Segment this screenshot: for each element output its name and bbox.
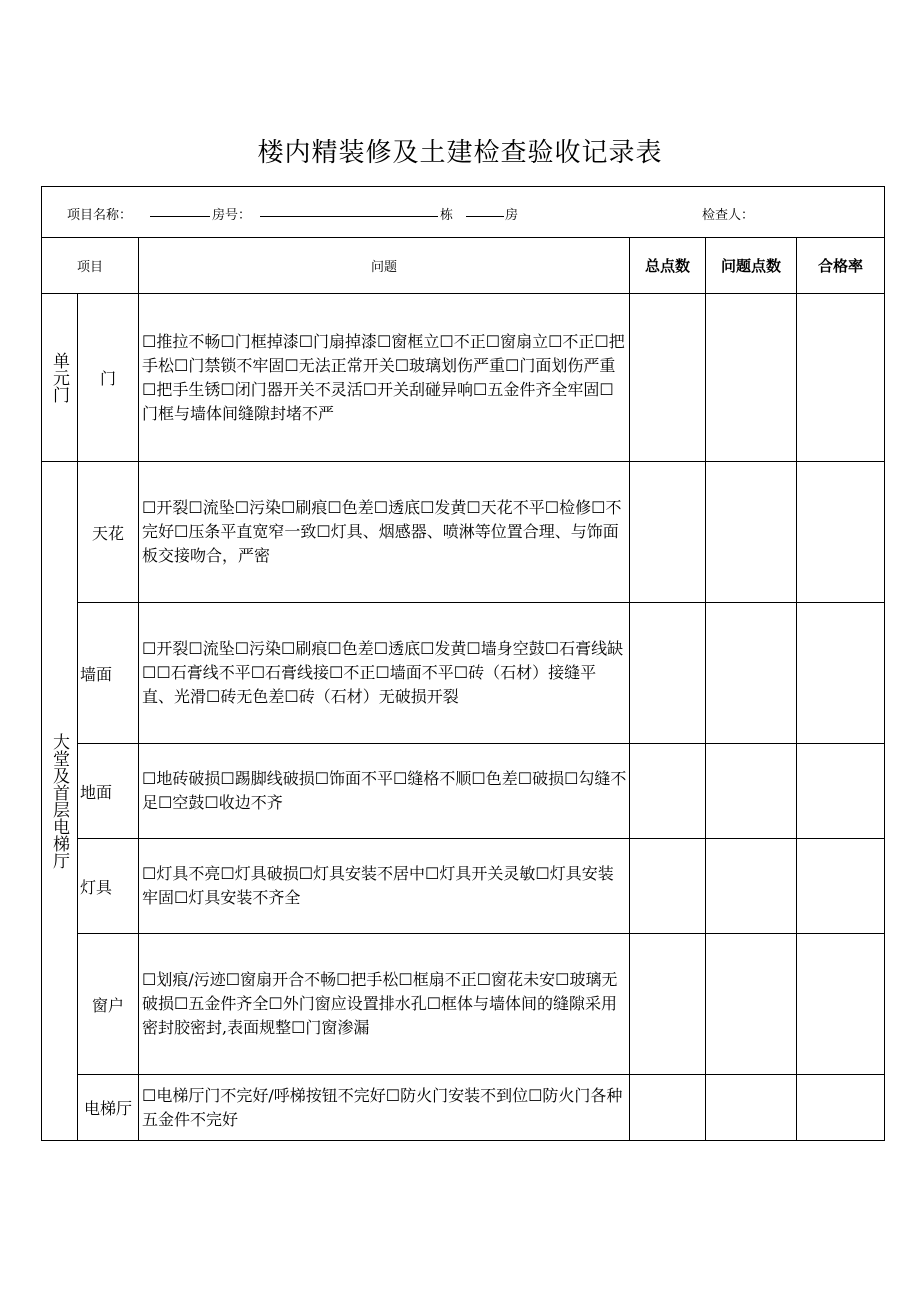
issues-cell: ☐电梯厅门不完好/呼梯按钮不完好☐防火门安装不到位☐防火门各种五金件不完好 (139, 1075, 630, 1141)
issue-points-cell[interactable] (706, 744, 797, 839)
pass-rate-cell[interactable] (797, 462, 885, 603)
issue-points-cell[interactable] (706, 294, 797, 462)
project-name-field[interactable] (150, 204, 210, 221)
header-row (42, 238, 885, 294)
building-label: 栋 (440, 208, 454, 223)
table-row (42, 603, 885, 744)
project-name-label: 项目名称： (67, 208, 133, 223)
total-points-cell[interactable] (630, 839, 706, 934)
issue-points-cell[interactable] (706, 603, 797, 744)
inspection-table (41, 186, 885, 1141)
page-title: 楼内精装修及土建检查验收记录表 (257, 138, 663, 168)
category-cell: 地面 (78, 744, 139, 839)
table-row (42, 462, 885, 603)
category-cell: 灯具 (78, 839, 139, 934)
category-cell: 墙面 (78, 603, 139, 744)
header-pass-rate: 合格率 (797, 238, 885, 294)
header-issue-points: 问题点数 (706, 238, 797, 294)
building-field[interactable] (466, 204, 504, 221)
inspector-label: 检查人： (702, 208, 755, 223)
total-points-cell[interactable] (630, 744, 706, 839)
room-no-label: 房号： (212, 208, 252, 223)
issues-cell: ☐灯具不亮☐灯具破损☐灯具安装不居中☐灯具开关灵敏☐灯具安装牢固☐灯具安装不齐全 (139, 839, 630, 934)
header-item: 项目 (42, 238, 139, 294)
header-issue: 问题 (139, 238, 630, 294)
table-row (42, 744, 885, 839)
table-row (42, 294, 885, 462)
category-cell: 窗户 (78, 934, 139, 1075)
pass-rate-cell[interactable] (797, 934, 885, 1075)
issue-points-cell[interactable] (706, 934, 797, 1075)
total-points-cell[interactable] (630, 603, 706, 744)
issue-points-cell[interactable] (706, 462, 797, 603)
table-row (42, 839, 885, 934)
total-points-cell[interactable] (630, 462, 706, 603)
section-label: 单元门 (42, 294, 78, 462)
pass-rate-cell[interactable] (797, 294, 885, 462)
section-label: 大堂及首层电梯厅 (42, 462, 78, 1141)
issues-cell: ☐开裂☐流坠☐污染☐刷痕☐色差☐透底☐发黄☐天花不平☐检修☐不完好☐压条平直宽窄一致☐灯具、烟感器、喷淋等位置合理、与饰面板交接吻合，严密 (139, 462, 630, 603)
total-points-cell[interactable] (630, 294, 706, 462)
header-total-points: 总点数 (630, 238, 706, 294)
issues-cell: ☐划痕/污迹☐窗扇开合不畅☐把手松☐框扇不正☐窗花未安☐玻璃无破损☐五金件齐全☐外门窗应设置排水孔☐框体与墙体间的缝隙采用密封胶密封,表面规整☐门窗渗漏 (139, 934, 630, 1075)
issues-cell: ☐地砖破损☐踢脚线破损☐饰面不平☐缝格不顺☐色差☐破损☐勾缝不足☐空鼓☐收边不齐 (139, 744, 630, 839)
pass-rate-cell[interactable] (797, 744, 885, 839)
table-row (42, 934, 885, 1075)
pass-rate-cell[interactable] (797, 603, 885, 744)
room-suffix-label: 房 (505, 208, 519, 223)
table-row (42, 1075, 885, 1141)
room-no-field[interactable] (260, 204, 438, 221)
issue-points-cell[interactable] (706, 1075, 797, 1141)
issues-cell: ☐开裂☐流坠☐污染☐刷痕☐色差☐透底☐发黄☐墙身空鼓☐石膏线缺☐☐石膏线不平☐石膏线接☐不正☐墙面不平☐砖（石材）接缝平直、光滑☐砖无色差☐砖（石材）无破损开裂 (139, 603, 630, 744)
total-points-cell[interactable] (630, 934, 706, 1075)
info-row (42, 187, 885, 238)
issues-cell: ☐推拉不畅☐门框掉漆☐门扇掉漆☐窗框立☐不正☐窗扇立☐不正☐把手松☐门禁锁不牢固☐无法正常开关☐玻璃划伤严重☐门面划伤严重☐把手生锈☐闭门器开关不灵活☐开关刮碰异响☐五金件齐全牢固☐门框与墙体间缝隙封堵不严 (139, 294, 630, 462)
pass-rate-cell[interactable] (797, 839, 885, 934)
issue-points-cell[interactable] (706, 839, 797, 934)
category-cell: 门 (78, 294, 139, 462)
total-points-cell[interactable] (630, 1075, 706, 1141)
category-cell: 天花 (78, 462, 139, 603)
pass-rate-cell[interactable] (797, 1075, 885, 1141)
category-cell: 电梯厅 (78, 1075, 139, 1141)
